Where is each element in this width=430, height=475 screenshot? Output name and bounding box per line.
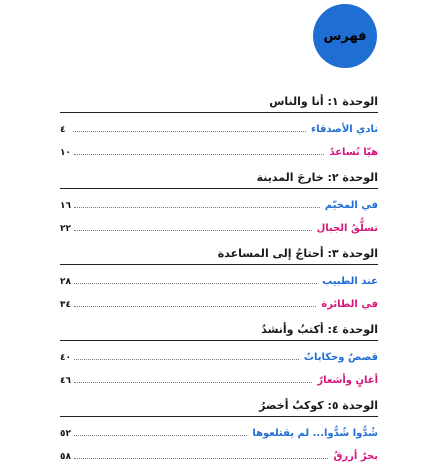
lesson-entry[interactable] xyxy=(60,273,378,287)
lesson-title: في الطائرة xyxy=(321,299,378,310)
lesson-title: في المخيّم xyxy=(324,200,378,211)
dotted-leader xyxy=(74,282,317,284)
lesson-entry[interactable] xyxy=(60,296,378,310)
page-number: ٢٨ xyxy=(60,277,71,287)
lesson-entry[interactable] xyxy=(60,220,378,234)
index-badge-label: فهرس xyxy=(323,28,367,44)
lesson-entry[interactable] xyxy=(60,372,378,386)
index-badge xyxy=(313,4,377,68)
page-number: ٥٢ xyxy=(60,429,71,439)
table-of-contents xyxy=(60,95,378,475)
unit-title: الوحدة ٤: أكتبُ وأنشدُ xyxy=(60,323,378,341)
dotted-leader xyxy=(74,305,316,307)
lesson-entry[interactable] xyxy=(60,448,378,462)
lesson-entry[interactable] xyxy=(60,425,378,439)
lesson-entry[interactable] xyxy=(60,144,378,158)
unit-section xyxy=(60,95,378,158)
lesson-title: شُدُّوا شُدُّوا... لم يقتلعوها xyxy=(252,428,378,439)
page-number: ٢٢ xyxy=(60,224,71,234)
unit-title: الوحدة ٢: خارجَ المدينة xyxy=(60,171,378,189)
lesson-entry[interactable] xyxy=(60,197,378,211)
unit-title: الوحدة ٣: أحتاجُ إلى المساعدة xyxy=(60,247,378,265)
page-number: ٤٠ xyxy=(60,353,71,363)
page-number: ١٦ xyxy=(60,201,71,211)
page-number: ٤٦ xyxy=(60,376,71,386)
lesson-title: قصصٌ وحكاياتٌ xyxy=(303,352,378,363)
unit-section xyxy=(60,247,378,310)
dotted-leader xyxy=(74,381,312,383)
lesson-title: عند الطبيب xyxy=(322,276,378,287)
dotted-leader xyxy=(74,229,312,231)
lesson-title: هيّا نُساعدُ xyxy=(329,147,378,158)
dotted-leader xyxy=(74,206,320,208)
page-number: ١٠ xyxy=(60,148,71,158)
dotted-leader xyxy=(74,434,247,436)
dotted-leader xyxy=(74,153,324,155)
lesson-title: أغانٍ وأشعارٌ xyxy=(317,375,378,386)
dotted-leader xyxy=(74,358,299,360)
lesson-title: بحرٌ أزرقُ xyxy=(333,451,378,462)
lesson-entry[interactable] xyxy=(60,121,378,135)
page-number: ٣٤ xyxy=(60,300,71,310)
lesson-title: نادي الأصدقاء xyxy=(310,124,378,135)
dotted-leader xyxy=(74,457,328,459)
unit-title: الوحدة ١: أنا والناس xyxy=(60,95,378,113)
lesson-entry[interactable] xyxy=(60,349,378,363)
dotted-leader xyxy=(73,130,306,132)
unit-section xyxy=(60,323,378,386)
page-number: ٥٨ xyxy=(60,452,71,462)
unit-title: الوحدة ٥: كوكبٌ أخضرُ xyxy=(60,399,378,417)
lesson-title: تسلُّقُ الجبال xyxy=(316,223,378,234)
unit-section xyxy=(60,171,378,234)
page-number: ٤ xyxy=(60,125,66,135)
unit-section xyxy=(60,399,378,462)
